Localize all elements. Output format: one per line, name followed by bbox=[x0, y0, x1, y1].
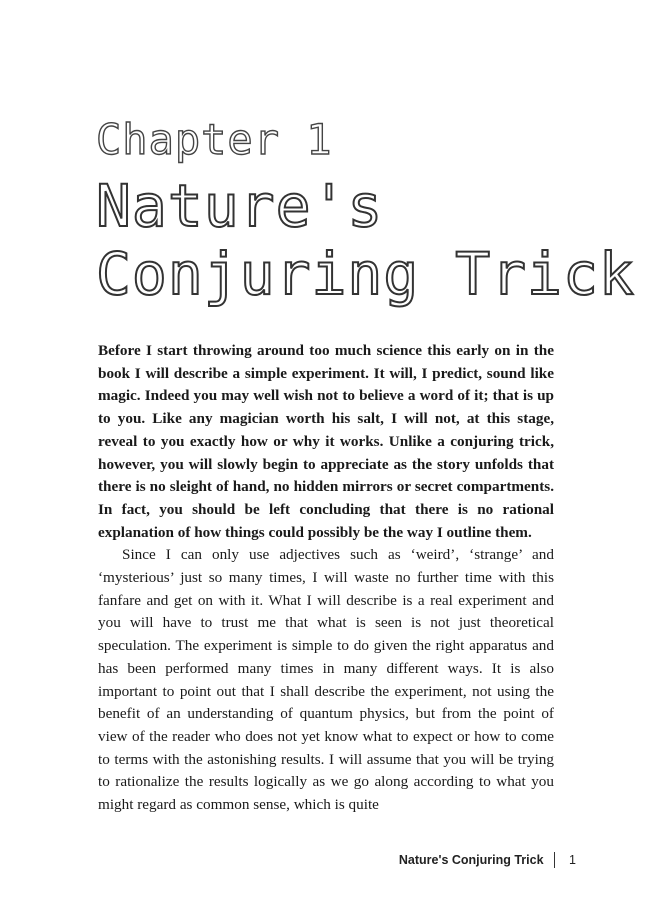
chapter-label: Chapter 1 bbox=[96, 115, 333, 164]
chapter-title-line: Conjuring Trick bbox=[96, 240, 635, 308]
opening-paragraph: Before I start throwing around too much science this early on in the book I will describe a simple experiment. It will, I predict, sound like magic. Indeed you may well wish not to believe a word of it; that is up to you. Like any magician worth his salt, I will not, at this stage, reveal to you exactly how or why it works. Unlike a conjuring trick, however, you will slowly begin to appreciate as the story unfolds that there is no sleight of hand, no hidden mirrors or secret compartments. In fact, you should be left concluding that there is no rational explanation of how things could possibly be the way I outline them. bbox=[98, 342, 554, 541]
chapter-title bbox=[96, 172, 635, 308]
footer-divider bbox=[554, 852, 556, 868]
body-text bbox=[98, 340, 554, 817]
chapter-heading bbox=[96, 115, 635, 308]
chapter-title-line: Nature's bbox=[96, 172, 384, 240]
page-number: 1 bbox=[569, 853, 576, 867]
body-paragraph: Since I can only use adjectives such as ‘weird’, ‘strange’ and ‘mysterious’ just so many times, I will waste no further time with this fanfare and get on with it. What I will describe is a real experiment and you will have to trust me that what is seen is not just theoretical speculation. The experiment is simple to do given the right apparatus and has been performed many times in many different ways. It is also important to point out that I shall describe the experiment, not using the benefit of an understanding of quantum physics, but from the point of view of the reader who does not yet know what to expect or how to come to terms with the astonishing results. I will assume that you will be trying to rationalize the results logically as we go along according to what you might regard as common sense, which is quite bbox=[98, 546, 554, 814]
page-footer bbox=[399, 852, 576, 868]
running-title: Nature's Conjuring Trick bbox=[398, 853, 544, 867]
